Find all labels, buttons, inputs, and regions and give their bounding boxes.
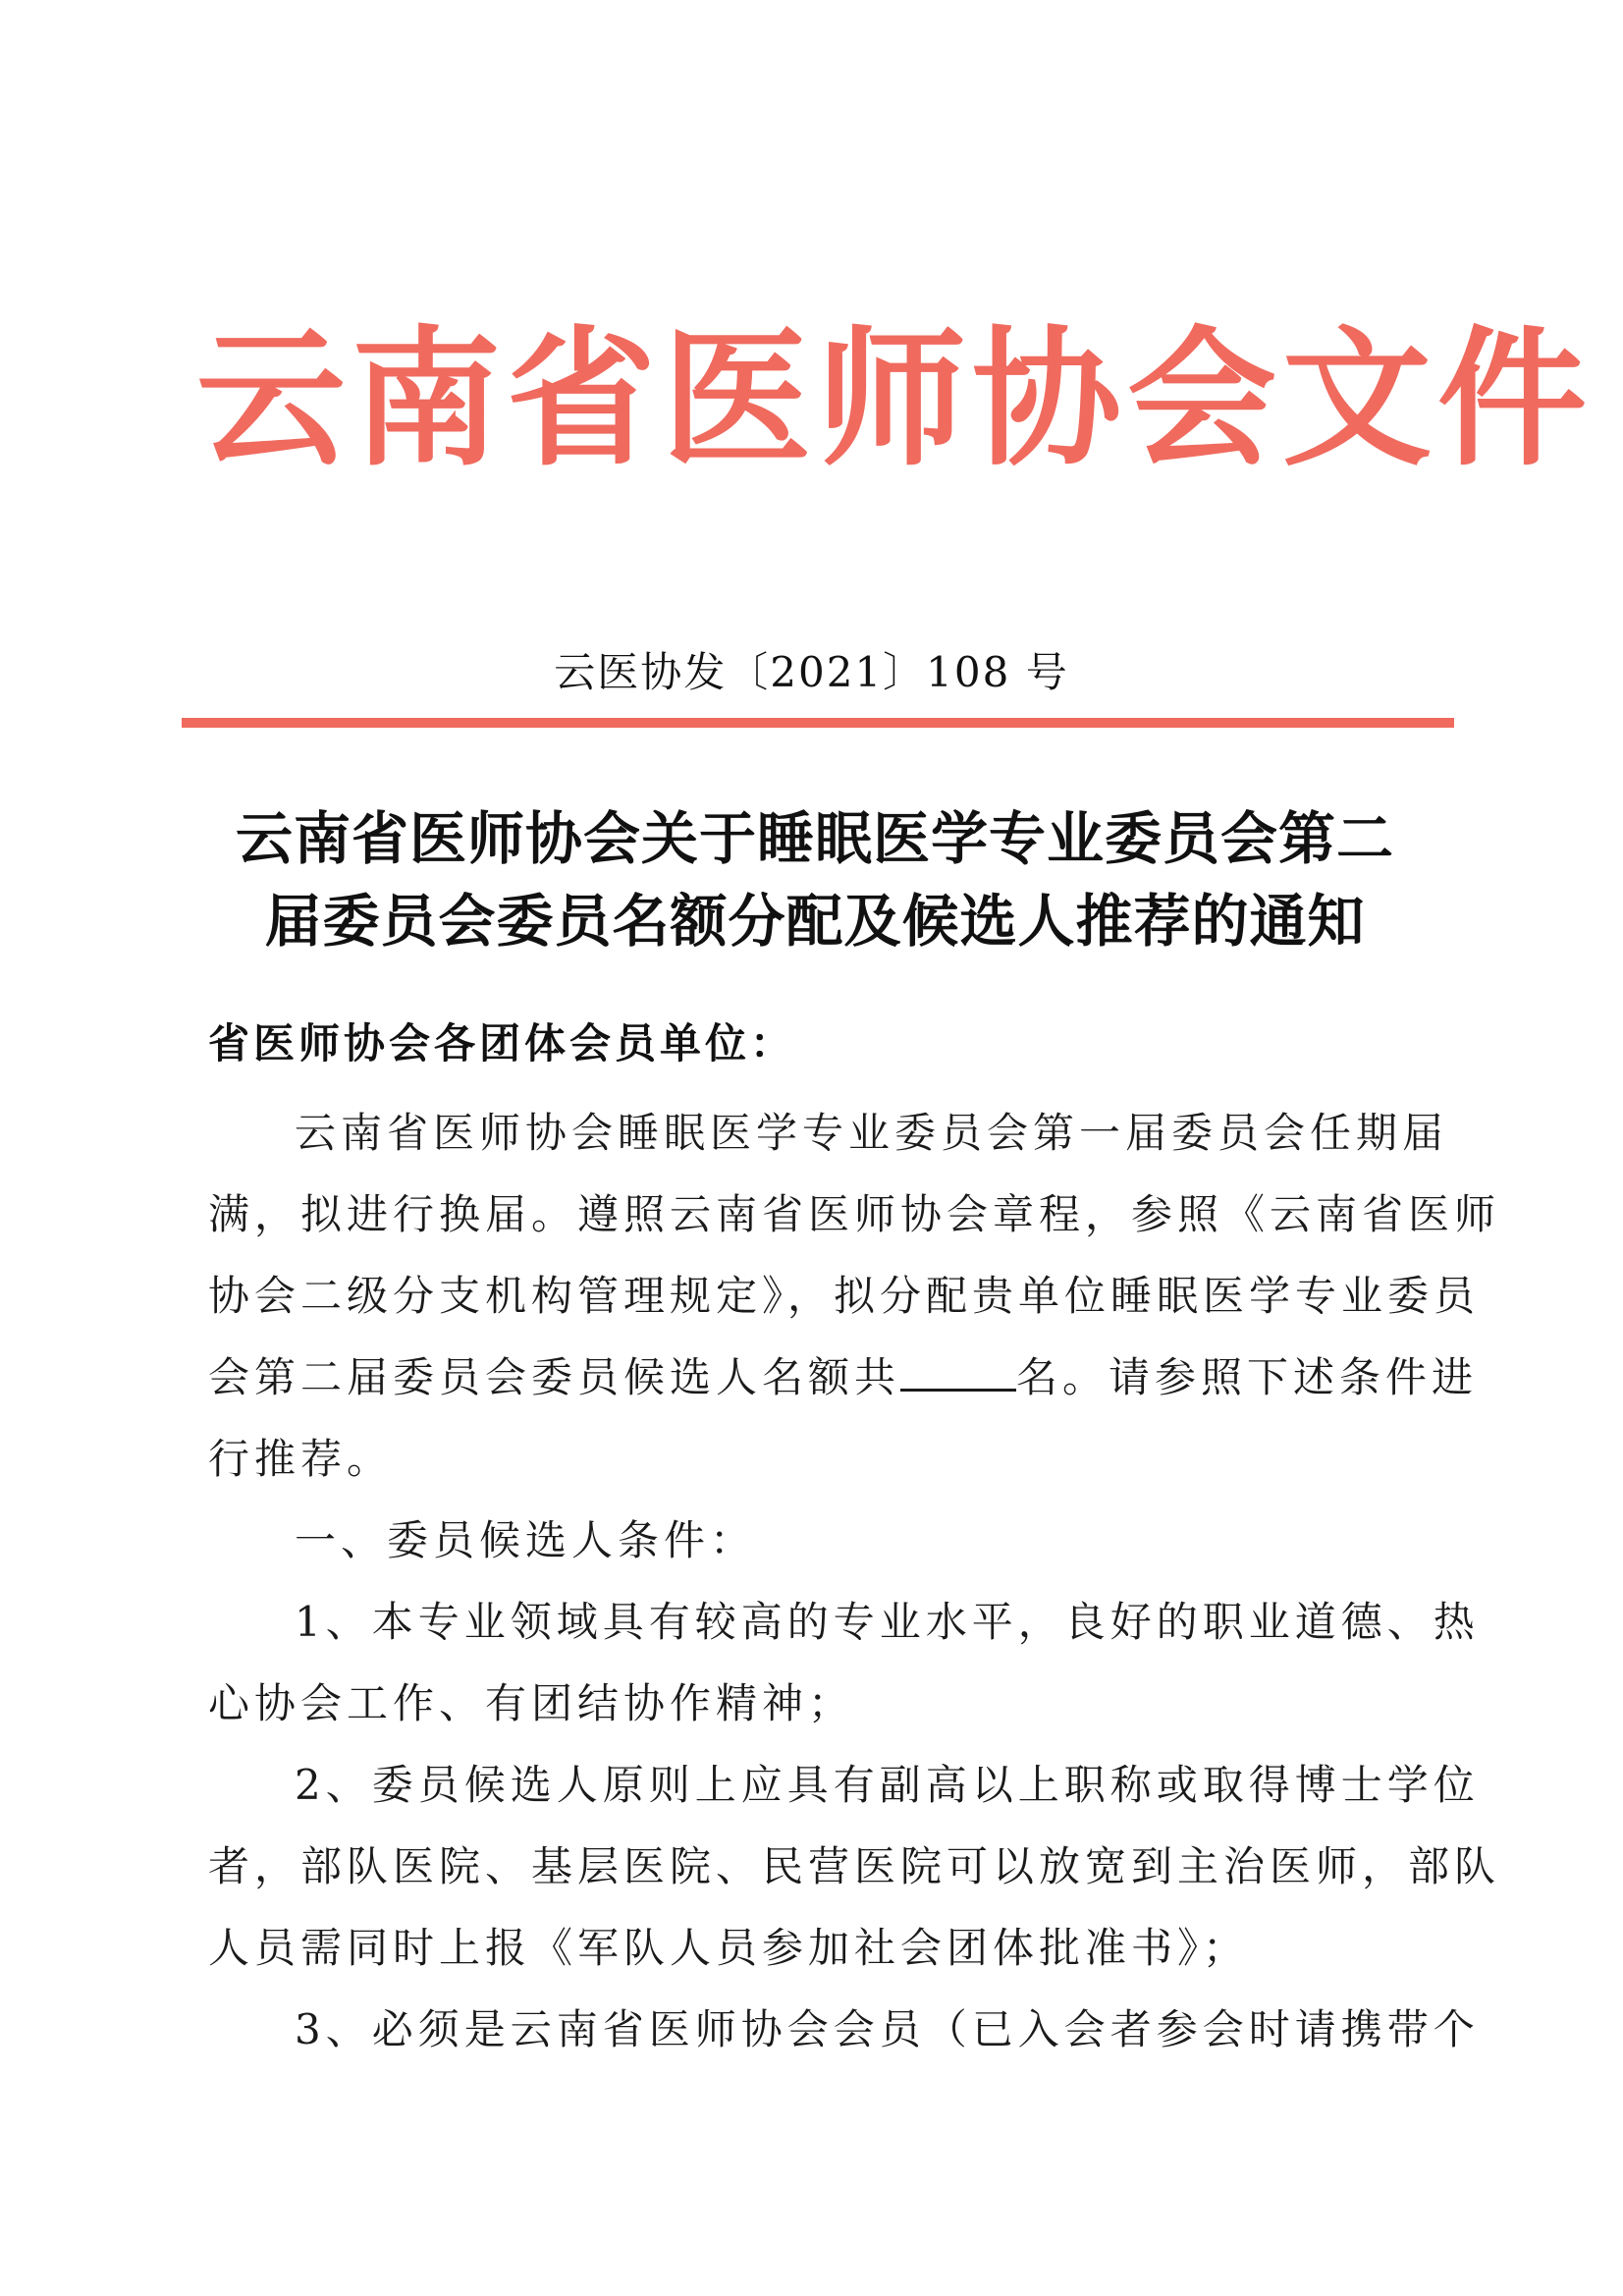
notice-title xyxy=(177,797,1453,962)
condition-1-line-2: 心协会工作、有团结协作精神； xyxy=(208,1679,855,1727)
paragraph-1-line-4 xyxy=(208,1337,1479,1418)
quota-text-before: 会第二届委员会委员候选人名额共 xyxy=(208,1353,901,1401)
red-divider xyxy=(182,718,1454,728)
condition-2-line-2: 者，部队医院、基层医院、民营医院可以放宽到主治医师，部队 xyxy=(208,1842,1501,1890)
paragraph-1-line-3: 协会二级分支机构管理规定》，拟分配贵单位睡眠医学专业委员 xyxy=(208,1272,1481,1320)
condition-2-line-3: 人员需同时上报《军队人员参加社会团体批准书》； xyxy=(208,1924,1250,1972)
salutation: 省医师协会各团体会员单位： xyxy=(208,1019,796,1067)
paragraph-1-line-2: 满，拟进行换届。遵照云南省医师协会章程，参照《云南省医师 xyxy=(208,1190,1501,1238)
document-number: 云医协发〔2021〕108 号 xyxy=(554,648,1069,696)
notice-title-line-1: 云南省医师协会关于睡眠医学专业委员会第二 xyxy=(235,805,1394,872)
condition-2-line-1: 2、委员候选人原则上应具有副高以上职称或取得博士学位 xyxy=(295,1761,1480,1809)
condition-1-line-1: 1、本专业领域具有较高的专业水平，良好的职业道德、热 xyxy=(295,1598,1480,1646)
body-text xyxy=(208,1092,1501,2070)
section-heading-1: 一、委员候选人条件： xyxy=(295,1516,757,1564)
quota-text-after: 名。请参照下述条件进 xyxy=(1016,1353,1479,1401)
quota-blank-field xyxy=(900,1359,1016,1392)
paragraph-1-line-5: 行推荐。 xyxy=(208,1435,394,1483)
masthead-title: 云南省医师协会文件 xyxy=(196,310,1593,486)
notice-title-line-2: 届委员会委员名额分配及候选人推荐的通知 xyxy=(264,888,1366,955)
condition-3-line-1: 3、必须是云南省医师协会会员（已入会者参会时请携带个 xyxy=(295,2005,1480,2053)
paragraph-1-line-1: 云南省医师协会睡眠医学专业委员会第一届委员会任期届 xyxy=(295,1109,1449,1157)
